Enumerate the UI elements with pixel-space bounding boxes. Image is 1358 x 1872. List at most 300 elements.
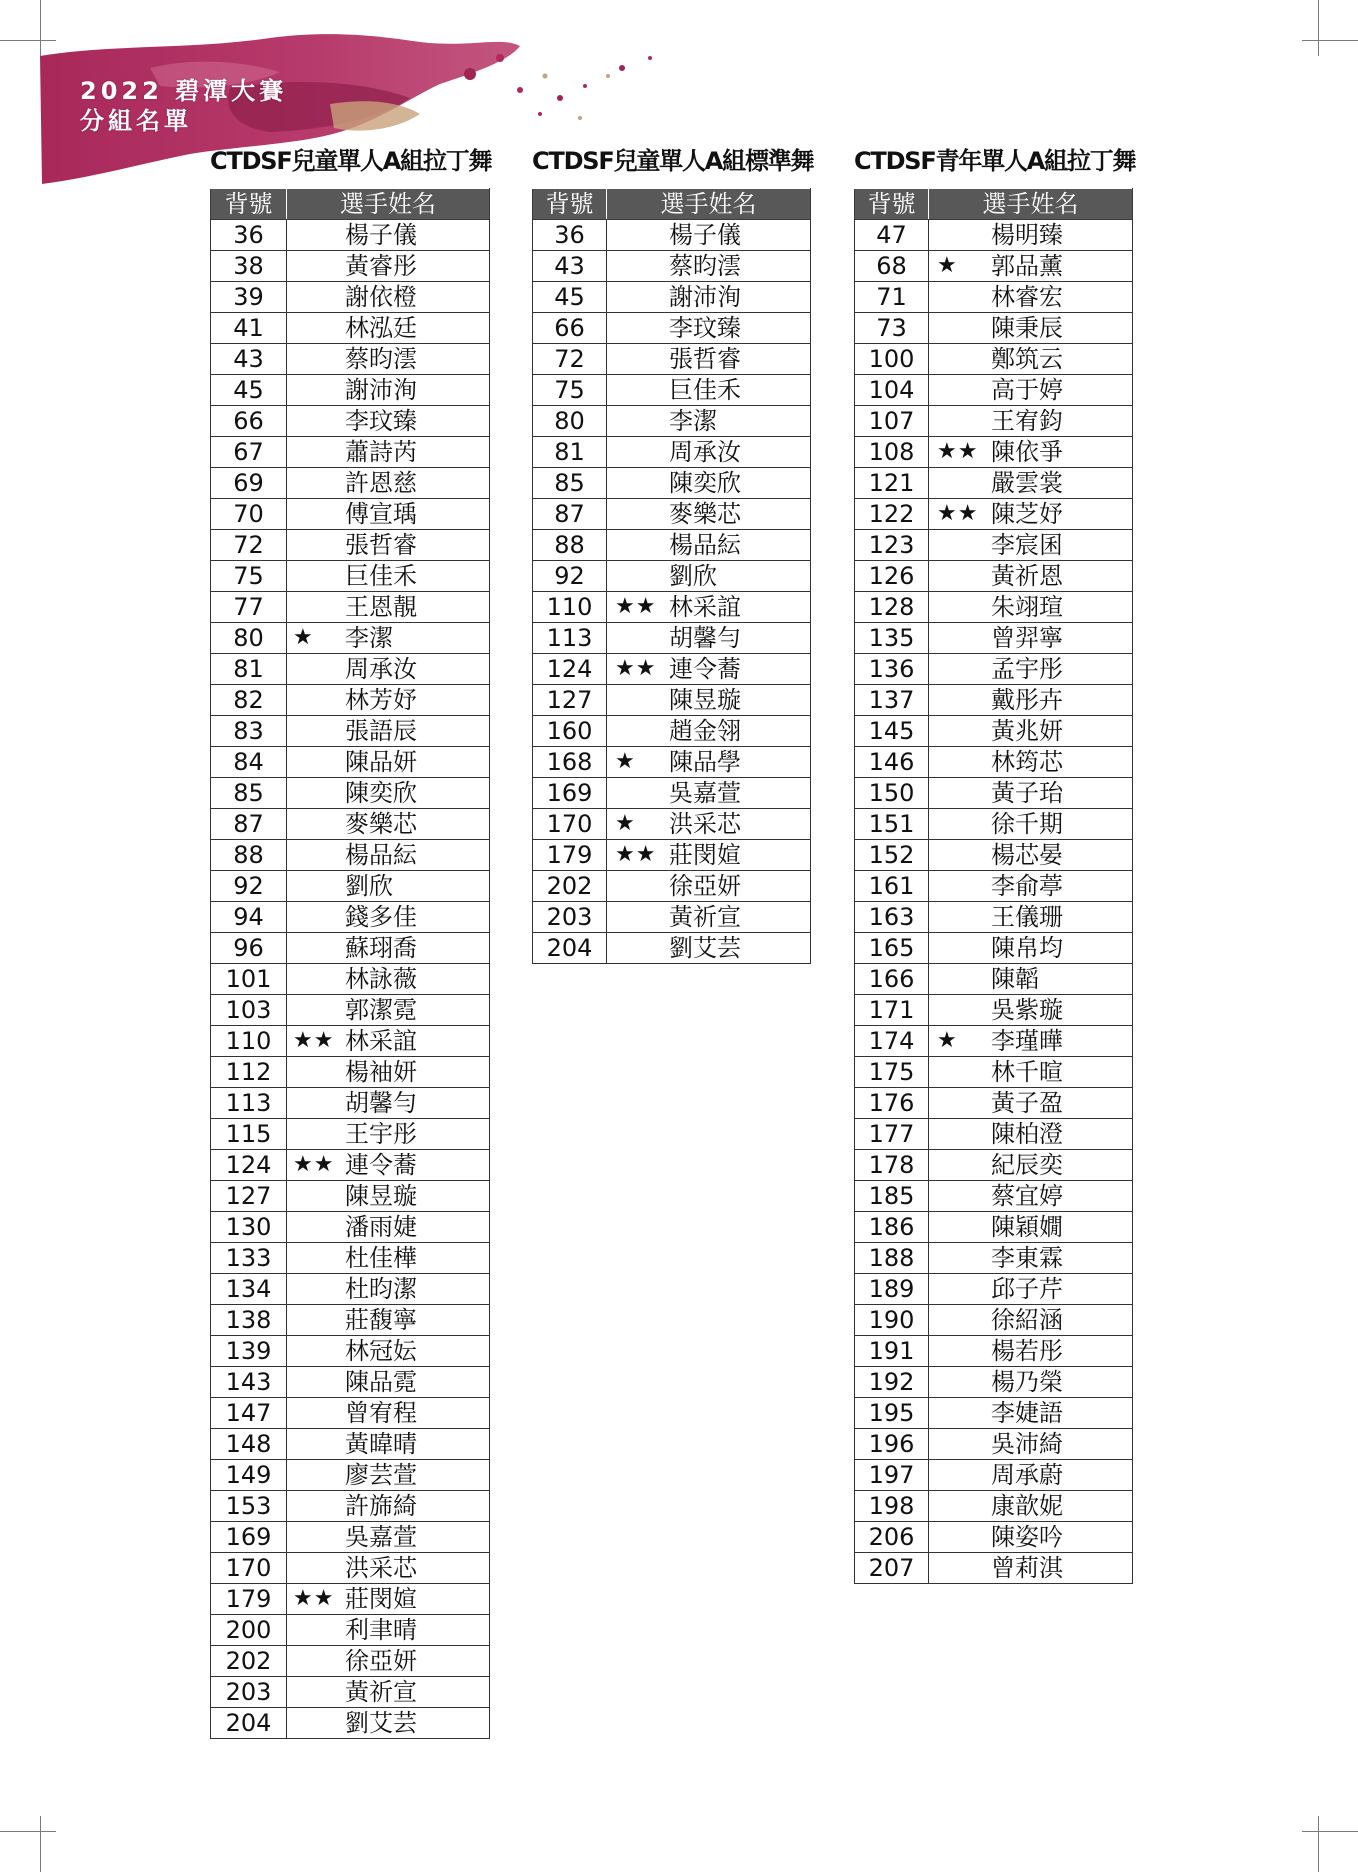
bib-number: 202 [533,871,607,902]
table-header-row [533,189,811,220]
bib-number: 149 [211,1460,287,1491]
seed-stars: ★★ [293,1152,335,1177]
bib-number: 36 [533,220,607,251]
table-row [855,778,1133,809]
bib-number: 87 [211,809,287,840]
table-row [211,1243,490,1274]
competitor-name: 楊子儀 [345,221,417,249]
competitor-name: 陳奕欣 [669,469,741,497]
competitor-name: 吳嘉萱 [345,1523,417,1551]
table-row [855,406,1133,437]
bib-number: 145 [855,716,929,747]
table-row [855,871,1133,902]
bib-number: 39 [211,282,287,313]
competitor-name: 劉欣 [345,872,393,900]
bib-number: 130 [211,1212,287,1243]
competitor-name: 楊袖妍 [345,1058,417,1086]
competitor-name: 王儀珊 [991,903,1063,931]
competitor-name: 連令蕎 [345,1151,417,1179]
competitor-cell [607,654,811,685]
competitor-cell [287,1243,490,1274]
competitor-cell [929,406,1133,437]
competitor-cell [287,1460,490,1491]
competitor-cell [607,623,811,654]
bib-number: 143 [211,1367,287,1398]
competitor-cell [929,437,1133,468]
table-row [855,1305,1133,1336]
competitor-cell [287,561,490,592]
competitor-name: 廖芸萱 [345,1461,417,1489]
competitor-cell [287,375,490,406]
bib-number: 137 [855,685,929,716]
competitor-name: 陳奕欣 [345,779,417,807]
table-row [855,313,1133,344]
competitor-name: 林詠薇 [345,965,417,993]
bib-number: 179 [533,840,607,871]
seed-stars: ★★ [615,842,657,867]
competitor-name: 陳品學 [669,748,741,776]
competitor-cell [287,1336,490,1367]
competitor-cell [287,933,490,964]
competitor-name: 楊品紜 [345,841,417,869]
competitor-cell [607,220,811,251]
competitor-cell [929,685,1133,716]
competitor-cell [929,344,1133,375]
competitor-cell [929,964,1133,995]
bib-number: 87 [533,499,607,530]
table-row [211,1584,490,1615]
competitor-cell [607,344,811,375]
bib-number: 68 [855,251,929,282]
bib-number: 67 [211,437,287,468]
competitor-cell [287,654,490,685]
competitor-cell [607,778,811,809]
table-body [211,220,490,1739]
seed-stars: ★ [937,1028,958,1053]
crop-mark [40,1816,41,1872]
crop-mark [1302,1831,1358,1832]
table-row [211,1119,490,1150]
table-row [211,1150,490,1181]
table-row [211,1367,490,1398]
bib-number: 204 [533,933,607,964]
competitor-cell [607,437,811,468]
bib-number: 197 [855,1460,929,1491]
bib-number: 72 [533,344,607,375]
bib-number: 170 [211,1553,287,1584]
competitor-cell [287,778,490,809]
competitor-name: 錢多佳 [345,903,417,931]
table-row [533,530,811,561]
competitor-cell [287,1305,490,1336]
competitor-cell [929,1553,1133,1584]
bib-number: 110 [211,1026,287,1057]
table-row [855,1212,1133,1243]
table-row [533,251,811,282]
table-row [855,1274,1133,1305]
competitor-name: 麥樂芯 [669,500,741,528]
competitor-name: 趙金翎 [669,717,741,745]
table-row [211,1181,490,1212]
competitor-name: 劉艾芸 [345,1709,417,1737]
competitor-name: 李潔 [345,624,393,652]
competitor-name: 陳柏澄 [991,1120,1063,1148]
table-row [855,809,1133,840]
competitor-cell [287,902,490,933]
competitor-cell [607,716,811,747]
bib-number: 103 [211,995,287,1026]
competitor-name: 曾莉淇 [991,1554,1063,1582]
table-row [855,561,1133,592]
competitor-cell [929,375,1133,406]
competitor-cell [607,592,811,623]
table-row [211,685,490,716]
bib-number: 177 [855,1119,929,1150]
competitor-name: 利聿晴 [345,1616,417,1644]
bib-number: 127 [533,685,607,716]
bib-number: 178 [855,1150,929,1181]
bib-number: 66 [211,406,287,437]
table-row [533,499,811,530]
competitor-name: 吳紫璇 [991,996,1063,1024]
competitor-name: 林千暄 [991,1058,1063,1086]
competitor-name: 陳品妍 [345,748,417,776]
competitor-cell [287,685,490,716]
competitor-name: 王宥鈞 [991,407,1063,435]
bib-number: 113 [533,623,607,654]
bib-number: 121 [855,468,929,499]
seed-stars: ★ [615,749,636,774]
competitor-cell [287,437,490,468]
competitor-cell [929,809,1133,840]
competitor-cell [287,1677,490,1708]
bib-number: 85 [533,468,607,499]
competitor-cell [287,1119,490,1150]
bib-number: 174 [855,1026,929,1057]
competitor-cell [929,1522,1133,1553]
competitor-cell [607,809,811,840]
bib-number: 70 [211,499,287,530]
competitor-cell [287,964,490,995]
table-row [211,499,490,530]
competitor-name: 李玟臻 [345,407,417,435]
bib-number: 185 [855,1181,929,1212]
competitor-name: 胡馨勻 [345,1089,417,1117]
table-row [211,251,490,282]
competitor-cell [287,251,490,282]
competitor-name: 巨佳禾 [345,562,417,590]
bib-number: 161 [855,871,929,902]
table-row [211,406,490,437]
bib-number: 110 [533,592,607,623]
table-row [533,375,811,406]
competitor-name: 洪采芯 [345,1554,417,1582]
seed-stars: ★★ [615,594,657,619]
roster-block-2 [532,146,813,964]
competitor-name: 洪采芯 [669,810,741,838]
competitor-cell [607,251,811,282]
competitor-cell [287,344,490,375]
bib-number: 189 [855,1274,929,1305]
bib-number: 170 [533,809,607,840]
table-row [533,282,811,313]
bib-number: 104 [855,375,929,406]
competitor-cell [607,313,811,344]
competitor-name: 黃暐晴 [345,1430,417,1458]
bib-number: 150 [855,778,929,809]
competitor-cell [607,902,811,933]
table-row [533,592,811,623]
table-body [855,220,1133,1584]
competitor-name: 傅宣瑀 [345,500,417,528]
competitor-cell [287,623,490,654]
column-header-name: 選手姓名 [607,189,811,220]
roster-table [854,188,1133,1584]
roster-block-1 [210,146,491,1739]
competitor-name: 吳沛綺 [991,1430,1063,1458]
competitor-name: 楊若彤 [991,1337,1063,1365]
table-row [855,1088,1133,1119]
competitor-cell [607,840,811,871]
bib-number: 77 [211,592,287,623]
bib-number: 152 [855,840,929,871]
bib-number: 108 [855,437,929,468]
competitor-name: 陳昱璇 [345,1182,417,1210]
competitor-name: 李婕語 [991,1399,1063,1427]
table-row [211,1491,490,1522]
bib-number: 190 [855,1305,929,1336]
competitor-cell [607,747,811,778]
competitor-cell [607,468,811,499]
competitor-cell [287,747,490,778]
competitor-cell [929,1491,1133,1522]
table-row [855,1150,1133,1181]
competitor-cell [287,406,490,437]
competitor-cell [929,313,1133,344]
competitor-cell [929,902,1133,933]
competitor-cell [287,592,490,623]
bib-number: 115 [211,1119,287,1150]
competitor-cell [607,375,811,406]
competitor-cell [287,840,490,871]
table-row [211,995,490,1026]
competitor-name: 李瑾曄 [991,1027,1063,1055]
bib-number: 124 [211,1150,287,1181]
crop-mark [1318,0,1319,56]
competitor-name: 黃祈宣 [345,1678,417,1706]
table-row [855,1119,1133,1150]
competitor-cell [929,1336,1133,1367]
table-row [855,1367,1133,1398]
competitor-name: 張語辰 [345,717,417,745]
table-row [855,1243,1133,1274]
competitor-cell [287,1429,490,1460]
seed-stars: ★★ [937,501,979,526]
competitor-name: 徐亞妍 [669,872,741,900]
competitor-name: 吳嘉萱 [669,779,741,807]
competitor-cell [287,282,490,313]
competitor-name: 楊芯晏 [991,841,1063,869]
competitor-name: 徐紹涵 [991,1306,1063,1334]
competitor-cell [929,1460,1133,1491]
competitor-name: 許恩慈 [345,469,417,497]
competitor-name: 巨佳禾 [669,376,741,404]
table-row [855,375,1133,406]
table-row [211,1460,490,1491]
competitor-cell [607,406,811,437]
competitor-cell [929,592,1133,623]
competitor-cell [287,1367,490,1398]
bib-number: 75 [211,561,287,592]
table-row [855,499,1133,530]
competitor-name: 莊馥寧 [345,1306,417,1334]
competitor-cell [607,530,811,561]
competitor-cell [287,1057,490,1088]
competitor-cell [607,933,811,964]
table-row [855,1057,1133,1088]
bib-number: 179 [211,1584,287,1615]
competitor-name: 黃兆妍 [991,717,1063,745]
competitor-cell [929,1057,1133,1088]
competitor-name: 曾羿寧 [991,624,1063,652]
competitor-name: 周承汝 [669,438,741,466]
bib-number: 107 [855,406,929,437]
bib-number: 81 [533,437,607,468]
roster-table [210,188,490,1739]
table-title: CTDSF青年單人A組拉丁舞 [854,147,1136,175]
table-row [211,654,490,685]
competitor-cell [287,468,490,499]
competitor-name: 戴彤卉 [991,686,1063,714]
competitor-cell [287,809,490,840]
table-row [211,282,490,313]
competitor-name: 林筠芯 [991,748,1063,776]
table-row [211,344,490,375]
bib-number: 85 [211,778,287,809]
column-header-number: 背號 [855,189,929,220]
bib-number: 66 [533,313,607,344]
table-row [211,561,490,592]
competitor-name: 楊品紜 [669,531,741,559]
table-header-row [211,189,490,220]
table-body [533,220,811,964]
competitor-name: 王恩靚 [345,593,417,621]
competitor-cell [929,654,1133,685]
bib-number: 81 [211,654,287,685]
bib-number: 82 [211,685,287,716]
bib-number: 100 [855,344,929,375]
competitor-name: 林睿宏 [991,283,1063,311]
competitor-cell [929,1398,1133,1429]
competitor-cell [929,499,1133,530]
bib-number: 138 [211,1305,287,1336]
competitor-cell [287,530,490,561]
competitor-name: 楊子儀 [669,221,741,249]
table-row [211,313,490,344]
table-row [211,437,490,468]
bib-number: 204 [211,1708,287,1739]
competitor-name: 蔡宜婷 [991,1182,1063,1210]
competitor-cell [929,1212,1133,1243]
competitor-name: 紀辰奕 [991,1151,1063,1179]
bib-number: 92 [533,561,607,592]
competitor-name: 康歆妮 [991,1492,1063,1520]
competitor-name: 李宸囷 [991,531,1063,559]
competitor-name: 林泓廷 [345,314,417,342]
table-row [211,220,490,251]
bib-number: 92 [211,871,287,902]
bib-number: 169 [211,1522,287,1553]
table-row [855,344,1133,375]
bib-number: 200 [211,1615,287,1646]
competitor-cell [929,1150,1133,1181]
crop-mark [0,1831,56,1832]
table-row [533,406,811,437]
bib-number: 163 [855,902,929,933]
table-row [533,902,811,933]
competitor-name: 黃祈宣 [669,903,741,931]
competitor-cell [929,1274,1133,1305]
competitor-name: 徐亞妍 [345,1647,417,1675]
table-row [211,623,490,654]
bib-number: 188 [855,1243,929,1274]
bib-number: 166 [855,964,929,995]
competitor-name: 孟宇彤 [991,655,1063,683]
bib-number: 175 [855,1057,929,1088]
table-row [855,468,1133,499]
competitor-name: 許旆綺 [345,1492,417,1520]
bib-number: 135 [855,623,929,654]
bib-number: 80 [211,623,287,654]
table-row [855,623,1133,654]
bib-number: 47 [855,220,929,251]
bib-number: 160 [533,716,607,747]
competitor-name: 陳帛均 [991,934,1063,962]
bib-number: 192 [855,1367,929,1398]
competitor-name: 林芳妤 [345,686,417,714]
competitor-cell [929,1367,1133,1398]
table-row [211,592,490,623]
table-row [211,809,490,840]
bib-number: 139 [211,1336,287,1367]
table-row [211,778,490,809]
table-row [211,1429,490,1460]
competitor-cell [929,778,1133,809]
bib-number: 72 [211,530,287,561]
table-row [533,654,811,685]
competitor-name: 劉欣 [669,562,717,590]
column-header-name: 選手姓名 [287,189,490,220]
table-row [855,964,1133,995]
table-row [211,1522,490,1553]
competitor-name: 徐千期 [991,810,1063,838]
bib-number: 165 [855,933,929,964]
table-row [211,1274,490,1305]
bib-number: 112 [211,1057,287,1088]
competitor-cell [929,251,1133,282]
bib-number: 75 [533,375,607,406]
table-row [211,933,490,964]
seed-stars: ★ [615,811,636,836]
competitor-cell [929,468,1133,499]
competitor-name: 蔡昀澐 [669,252,741,280]
table-row [855,995,1133,1026]
competitor-name: 劉艾芸 [669,934,741,962]
competitor-cell [287,716,490,747]
bib-number: 94 [211,902,287,933]
seed-stars: ★★ [937,439,979,464]
bib-number: 176 [855,1088,929,1119]
